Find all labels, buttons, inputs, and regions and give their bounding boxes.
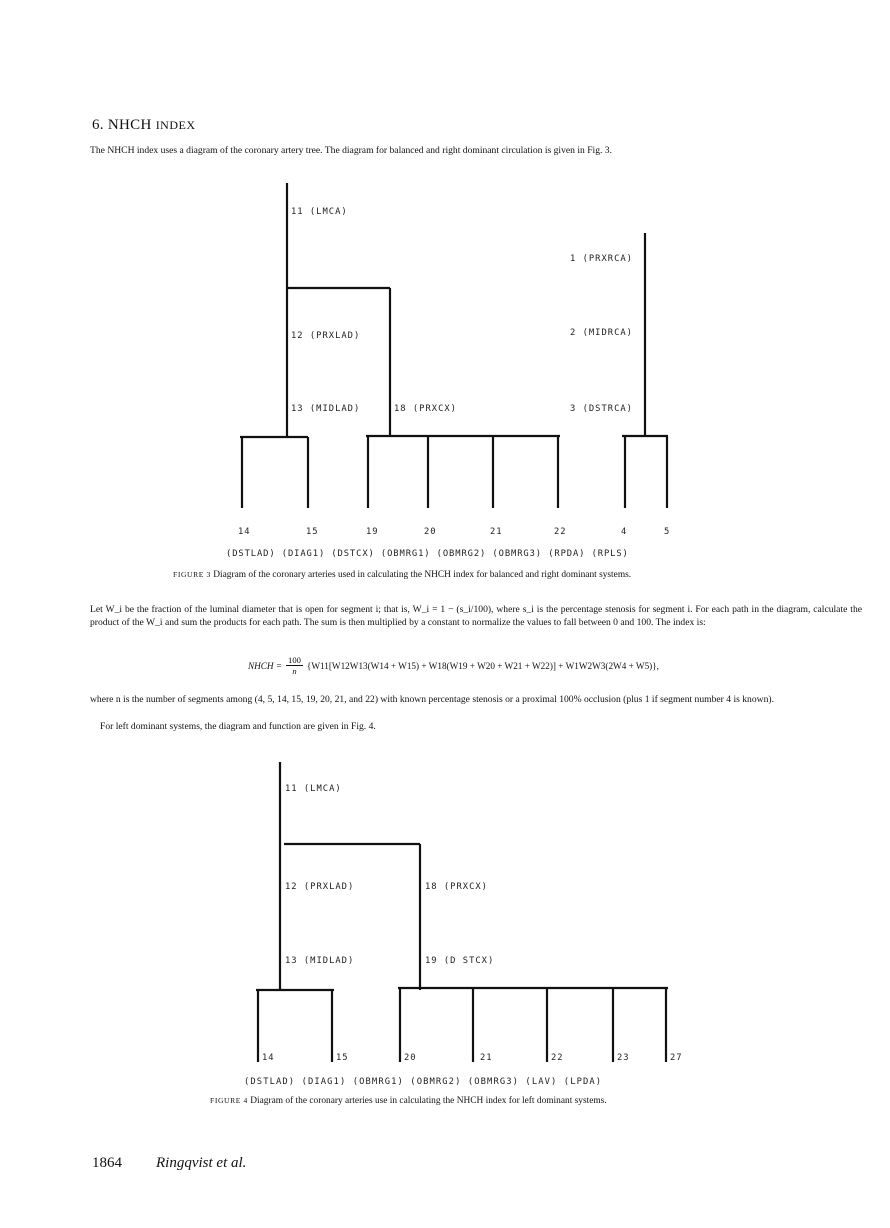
leaf-number: 5 (664, 527, 671, 537)
where-paragraph: where n is the number of segments among (4, 5, 14, 15, 19, 20, 21, and 22) with known percentage stenosis or a proximal 100% occlusion (plus 1 if segment number 4 is known). (90, 694, 774, 705)
label-dstrca: 3 (DSTRCA) (570, 404, 633, 414)
leaf-number: 4 (621, 527, 628, 537)
leaf-number: 20 (424, 527, 437, 537)
leaf-number: 20 (404, 1053, 417, 1063)
intro-paragraph: The NHCH index uses a diagram of the coronary artery tree. The diagram for balanced and right dominant circulation is given in Fig. 3. (90, 145, 612, 156)
leaf-number: 14 (238, 527, 251, 537)
label-prxlad-fig4: 12 (PRXLAD) (285, 882, 355, 892)
formula-fraction: $\frac{100}{n}$ (288, 655, 301, 676)
section-heading: 6. NHCH INDEX (92, 117, 196, 133)
label-dstcx-fig4: 19 (D STCX) (425, 956, 495, 966)
leaf-number: 15 (306, 527, 319, 537)
leaf-number: 14 (262, 1053, 275, 1063)
leaf-number: 22 (551, 1053, 564, 1063)
definition-paragraph: Let W_i be the fraction of the luminal diameter that is open for segment i; that is, W_i = 1 − (s_i/100), where s_i is the percentage stenosis for segment i. For each path in the diagram, calculate the product of the W_i and sum the products for each path. The sum is then multiplied by a constant to normalize the values to fall between 0 and 100. The index is: (90, 604, 862, 628)
running-authors: Ringqvist et al. (156, 1155, 247, 1171)
page-number: 1864 (92, 1155, 122, 1171)
label-prxlad: 12 (PRXLAD) (291, 331, 361, 341)
label-lmca: 11 (LMCA) (291, 207, 348, 217)
label-midlad: 13 (MIDLAD) (291, 404, 361, 414)
figure4-tree (256, 762, 668, 1062)
figure3-caption: FIGURE 3 Diagram of the coronary arteries used in calculating the NHCH index for balanced and right dominant systems. (173, 570, 632, 580)
leaf-number: 22 (554, 527, 567, 537)
leaf-number: 23 (617, 1053, 630, 1063)
leaf-number: 15 (336, 1053, 349, 1063)
label-lmca-fig4: 11 (LMCA) (285, 784, 342, 794)
nhch-formula: NHCH = $\frac{100}{n}$ {W11[W12W13(W14 + W15) + W18(W19 + W20 + W21 + W22)] + W1W2W3(2W4 + W5)}, (248, 655, 659, 676)
label-midrca: 2 (MIDRCA) (570, 328, 633, 338)
label-prxcx-fig4: 18 (PRXCX) (425, 882, 488, 892)
leaf-number: 19 (366, 527, 379, 537)
left-dominant-paragraph: For left dominant systems, the diagram and function are given in Fig. 4. (100, 721, 376, 732)
label-prxcx: 18 (PRXCX) (394, 404, 457, 414)
label-midlad-fig4: 13 (MIDLAD) (285, 956, 355, 966)
leaf-names: (DSTLAD) (DIAG1) (DSTCX) (OBMRG1) (OBMRG2) (OBMRG3) (RPDA) (RPLS) (226, 549, 629, 559)
leaf-number: 21 (480, 1053, 493, 1063)
leaf-number: 27 (670, 1053, 683, 1063)
leaf-names-fig4: (DSTLAD) (DIAG1) (OBMRG1) (OBMRG2) (OBMRG3) (LAV) (LPDA) (244, 1077, 603, 1087)
label-prxrca: 1 (PRXRCA) (570, 254, 633, 264)
figure4-caption: FIGURE 4 Diagram of the coronary arteries use in calculating the NHCH index for left dominant systems. (210, 1096, 607, 1106)
leaf-number: 21 (490, 527, 503, 537)
